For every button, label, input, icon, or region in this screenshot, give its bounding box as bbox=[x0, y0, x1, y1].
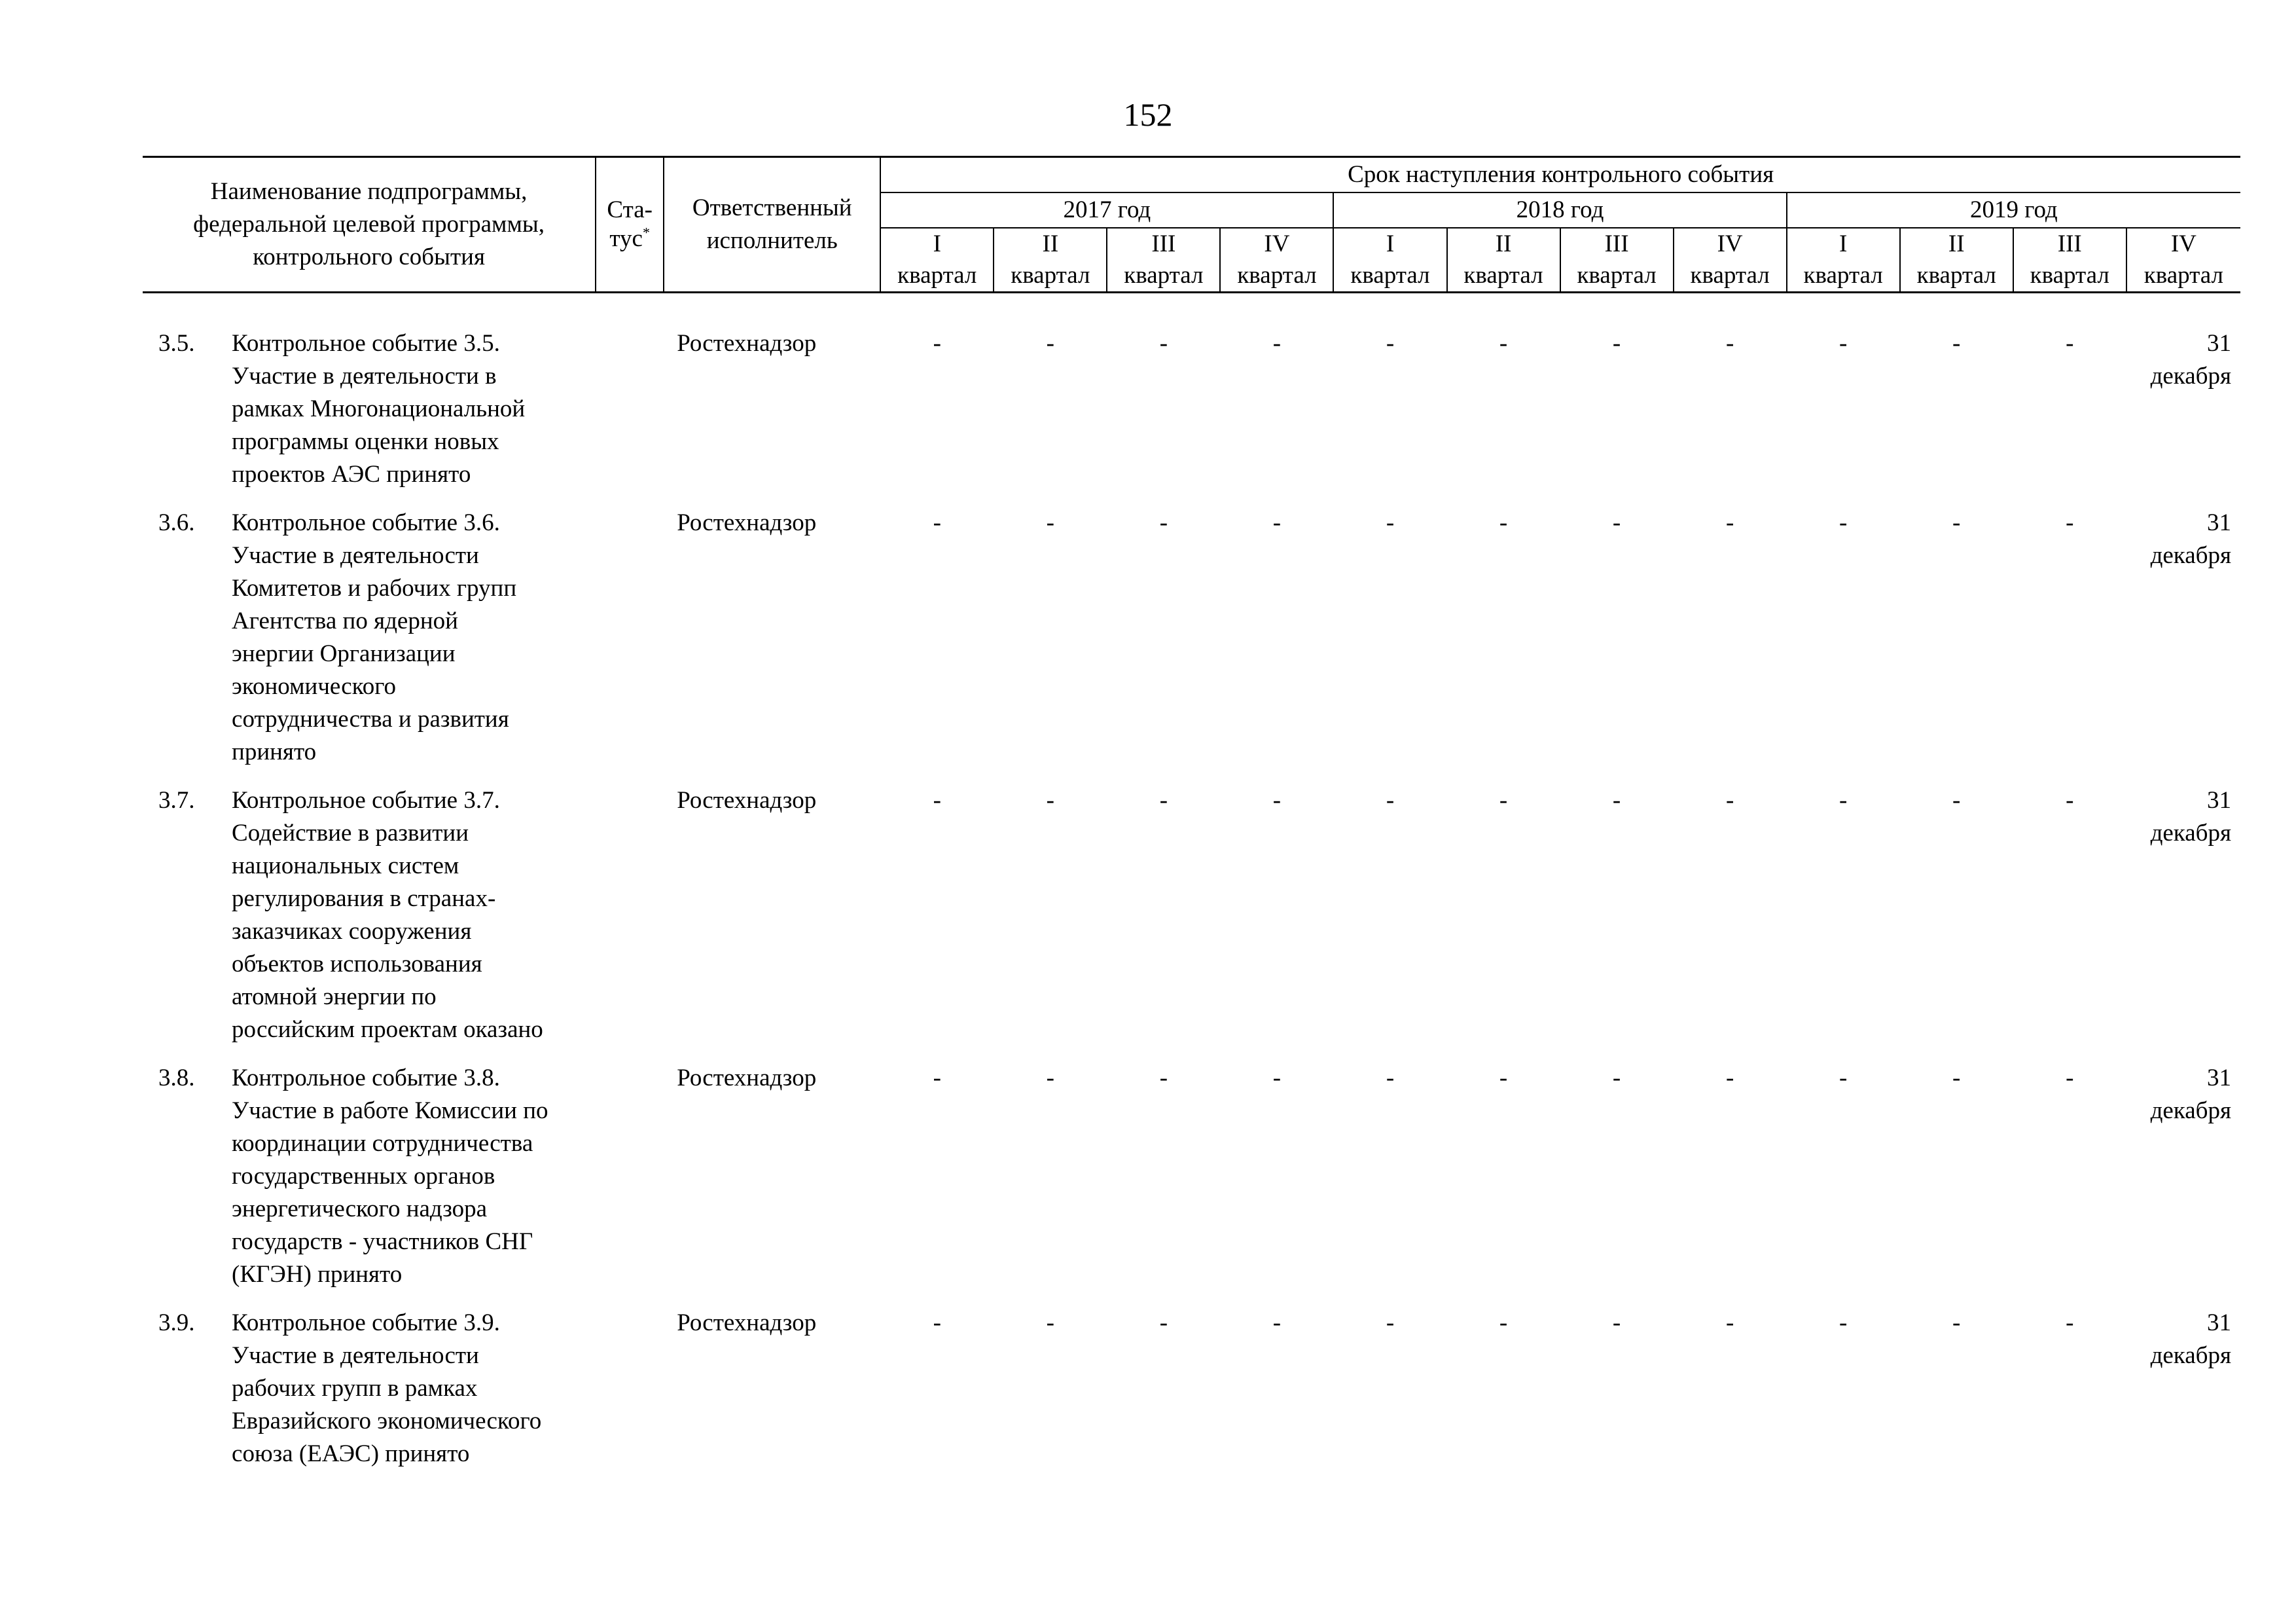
event-status bbox=[596, 1307, 664, 1486]
quarter-value: - bbox=[1612, 1065, 1621, 1091]
quarter-value: - bbox=[933, 787, 941, 814]
quarter-value: - bbox=[933, 1309, 941, 1336]
table-row bbox=[143, 327, 2240, 507]
responsible-executor: Ростехнадзор bbox=[677, 1065, 817, 1091]
deadline-date: 31 декабря bbox=[2150, 509, 2231, 569]
quarter-numeral: II bbox=[1447, 228, 1560, 260]
quarter-value: - bbox=[2066, 1309, 2074, 1336]
quarter-value: - bbox=[1839, 787, 1848, 814]
quarter-numeral: II bbox=[994, 228, 1107, 260]
quarter-word: квартал bbox=[1787, 260, 1900, 293]
quarter-value: - bbox=[1725, 330, 1734, 357]
quarter-value: - bbox=[1839, 330, 1848, 357]
quarter-value: - bbox=[1612, 1309, 1621, 1336]
quarter-value: - bbox=[1612, 787, 1621, 814]
quarter-value: - bbox=[1159, 509, 1168, 536]
page-number: 152 bbox=[1123, 96, 1173, 133]
event-status bbox=[596, 327, 664, 507]
row-number: 3.7. bbox=[158, 787, 195, 814]
quarter-numeral: IV bbox=[2126, 228, 2240, 260]
table-row bbox=[143, 507, 2240, 784]
quarter-value: - bbox=[1612, 330, 1621, 357]
event-status bbox=[596, 1062, 664, 1307]
quarter-value: - bbox=[1272, 509, 1282, 536]
quarter-value: - bbox=[1046, 1065, 1054, 1091]
event-name: Контрольное событие 3.5. Участие в деятельности в рамках Многонациональной программы оценки новых проектов АЭС принято bbox=[232, 330, 526, 488]
quarter-value: - bbox=[1159, 330, 1168, 357]
quarter-value: - bbox=[1499, 1065, 1508, 1091]
quarter-value: - bbox=[1725, 1065, 1734, 1091]
quarter-value: - bbox=[2066, 1065, 2074, 1091]
quarter-value: - bbox=[1499, 1309, 1508, 1336]
quarter-value: - bbox=[1499, 330, 1508, 357]
quarter-value: - bbox=[2066, 330, 2074, 357]
quarter-numeral: III bbox=[1107, 228, 1220, 260]
quarter-numeral: I bbox=[1333, 228, 1446, 260]
quarter-value: - bbox=[1725, 1309, 1734, 1336]
row-number: 3.6. bbox=[158, 509, 195, 536]
quarter-word: квартал bbox=[1107, 260, 1220, 293]
deadline-date: 31 декабря bbox=[2150, 1065, 2231, 1124]
quarter-value: - bbox=[933, 509, 941, 536]
deadline-date: 31 декабря bbox=[2150, 330, 2231, 390]
table-header bbox=[143, 157, 2240, 293]
event-name: Контрольное событие 3.8. Участие в работе Комиссии по координации сотрудничества государственных органов энергетического надзора государств - участников СНГ (КГЭН) принято bbox=[232, 1065, 548, 1288]
quarter-value: - bbox=[1952, 509, 1961, 536]
quarter-word: квартал bbox=[880, 260, 994, 293]
quarter-value: - bbox=[1159, 1309, 1168, 1336]
quarter-value: - bbox=[1046, 1309, 1054, 1336]
quarter-value: - bbox=[1952, 330, 1961, 357]
quarter-value: - bbox=[1386, 1309, 1395, 1336]
responsible-executor: Ростехнадзор bbox=[677, 509, 817, 536]
quarter-value: - bbox=[1839, 1065, 1848, 1091]
quarter-numeral: III bbox=[2013, 228, 2126, 260]
quarter-word: квартал bbox=[994, 260, 1107, 293]
quarter-word: квартал bbox=[1900, 260, 2013, 293]
quarter-value: - bbox=[1272, 787, 1282, 814]
quarter-value: - bbox=[1499, 509, 1508, 536]
quarter-value: - bbox=[1612, 509, 1621, 536]
quarter-value: - bbox=[1725, 509, 1734, 536]
table-row bbox=[143, 1062, 2240, 1307]
quarter-value: - bbox=[1499, 787, 1508, 814]
responsible-executor: Ростехнадзор bbox=[677, 787, 817, 814]
quarter-value: - bbox=[1272, 330, 1282, 357]
quarter-value: - bbox=[1952, 787, 1961, 814]
table-row bbox=[143, 1307, 2240, 1486]
quarter-value: - bbox=[1046, 509, 1054, 536]
header-year-2019: 2019 год bbox=[1787, 192, 2240, 228]
header-name-column: Наименование подпрограммы, федеральной целевой программы, контрольного события bbox=[193, 178, 545, 270]
quarter-value: - bbox=[933, 1065, 941, 1091]
quarter-value: - bbox=[1046, 787, 1054, 814]
quarter-value: - bbox=[933, 330, 941, 357]
quarter-value: - bbox=[2066, 509, 2074, 536]
quarter-word: квартал bbox=[1447, 260, 1560, 293]
table-body bbox=[143, 293, 2240, 1487]
quarter-numeral: IV bbox=[1674, 228, 1787, 260]
row-number: 3.9. bbox=[158, 1309, 195, 1336]
row-number: 3.5. bbox=[158, 330, 195, 357]
event-status bbox=[596, 784, 664, 1062]
quarter-numeral: I bbox=[880, 228, 994, 260]
header-year-2018: 2018 год bbox=[1333, 192, 1786, 228]
quarter-value: - bbox=[1839, 1309, 1848, 1336]
quarter-value: - bbox=[1386, 787, 1395, 814]
quarter-word: квартал bbox=[2013, 260, 2126, 293]
quarter-numeral: IV bbox=[1220, 228, 1333, 260]
quarter-value: - bbox=[1839, 509, 1848, 536]
quarter-value: - bbox=[1952, 1065, 1961, 1091]
quarter-word: квартал bbox=[2126, 260, 2240, 293]
quarter-numeral: I bbox=[1787, 228, 1900, 260]
quarter-value: - bbox=[1272, 1309, 1282, 1336]
header-period-title: Срок наступления контрольного события bbox=[880, 157, 2240, 193]
quarter-value: - bbox=[1046, 330, 1054, 357]
quarter-word: квартал bbox=[1333, 260, 1446, 293]
quarter-word: квартал bbox=[1674, 260, 1787, 293]
table-row bbox=[143, 784, 2240, 1062]
responsible-executor: Ростехнадзор bbox=[677, 1309, 817, 1336]
quarter-value: - bbox=[1725, 787, 1734, 814]
row-number: 3.8. bbox=[158, 1065, 195, 1091]
quarter-value: - bbox=[1159, 787, 1168, 814]
deadline-date: 31 декабря bbox=[2150, 1309, 2231, 1369]
control-events-table bbox=[143, 156, 2240, 1486]
header-responsible-column: Ответственный исполнитель bbox=[664, 157, 880, 293]
quarter-value: - bbox=[1159, 1065, 1168, 1091]
quarter-word: квартал bbox=[1220, 260, 1333, 293]
quarter-word: квартал bbox=[1560, 260, 1674, 293]
header-year-2017: 2017 год bbox=[880, 192, 1333, 228]
event-name: Контрольное событие 3.7. Содействие в развитии национальных систем регулирования в странах- заказчиках сооружения объектов использования атомной энергии по российским проектам оказано bbox=[232, 787, 543, 1043]
deadline-date: 31 декабря bbox=[2150, 787, 2231, 847]
event-name: Контрольное событие 3.6. Участие в деятельности Комитетов и рабочих групп Агентства по ядерной энергии Организации экономического сотрудничества и развития принято bbox=[232, 509, 517, 765]
quarter-value: - bbox=[1272, 1065, 1282, 1091]
quarter-numeral: III bbox=[1560, 228, 1674, 260]
quarter-value: - bbox=[1386, 509, 1395, 536]
event-name: Контрольное событие 3.9. Участие в деятельности рабочих групп в рамках Евразийского экономического союза (ЕАЭС) принято bbox=[232, 1309, 542, 1467]
header-status-column: Ста- тус* bbox=[596, 157, 664, 293]
quarter-value: - bbox=[2066, 787, 2074, 814]
quarter-value: - bbox=[1386, 1065, 1395, 1091]
quarter-value: - bbox=[1952, 1309, 1961, 1336]
event-status bbox=[596, 507, 664, 784]
responsible-executor: Ростехнадзор bbox=[677, 330, 817, 357]
quarter-numeral: II bbox=[1900, 228, 2013, 260]
quarter-value: - bbox=[1386, 330, 1395, 357]
